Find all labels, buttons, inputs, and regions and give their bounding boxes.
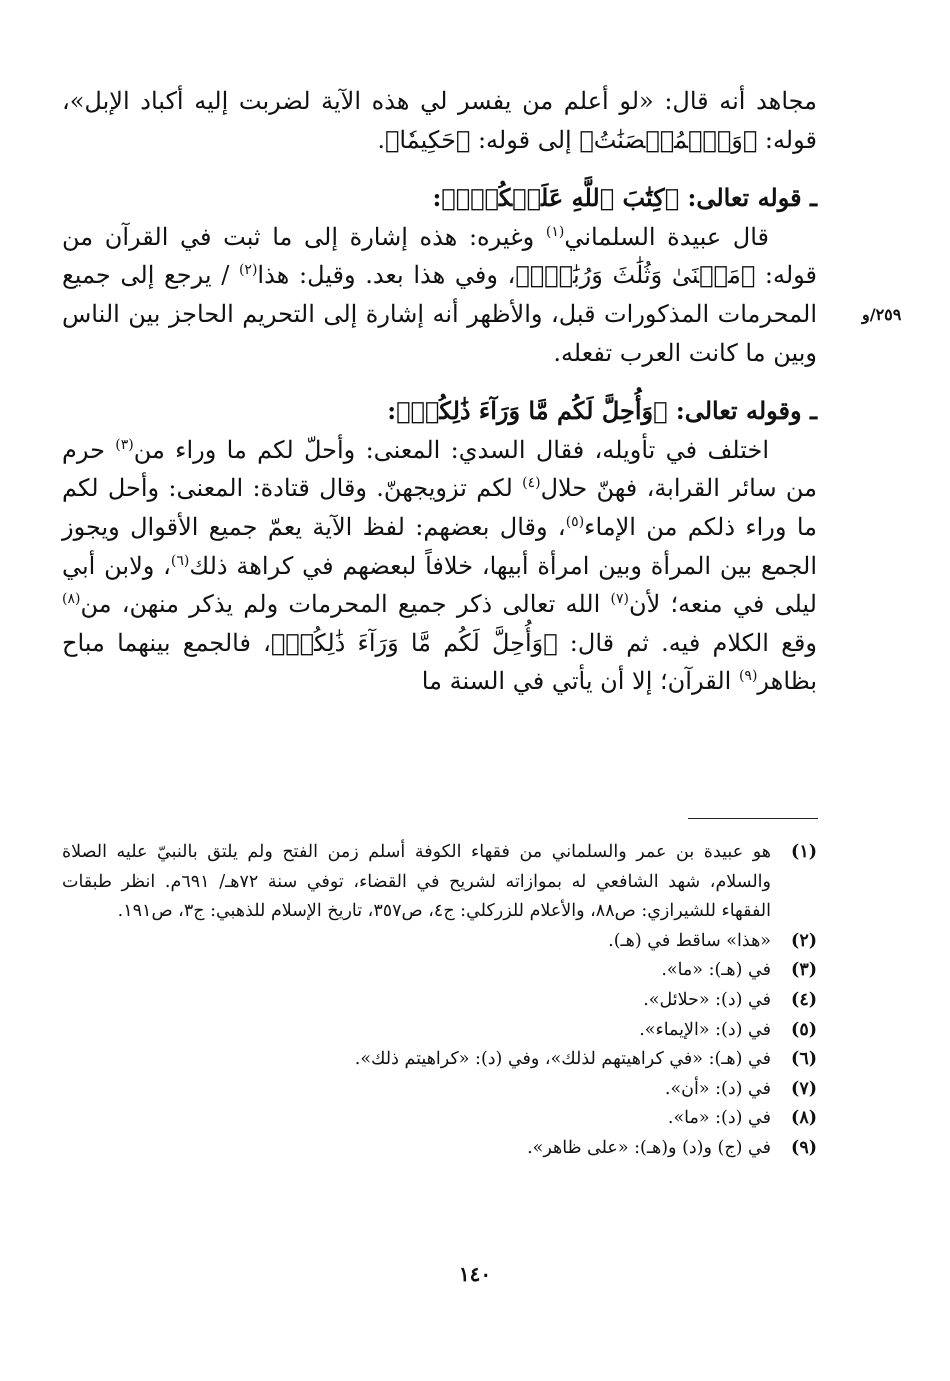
commentary-paragraph-1 [62, 218, 817, 372]
footnote-number: (١) [791, 842, 817, 862]
text-run: ، ولابن أبي ليلى في منعه؛ لأن [62, 551, 817, 619]
footnote-item [62, 986, 817, 1016]
text-run: قال عبيدة السلماني [564, 222, 769, 251]
paragraph-gap [62, 159, 817, 179]
footnote-ref-1: (١) [545, 223, 565, 240]
text-run: ، وقال بعضهم: لفظ الآية يعمّ جميع الأقوال ويجوز الجمع بين المرأة وبين امرأة أبيها، خلافاً لبعضهم في كراهة ذلك [62, 512, 817, 580]
footnote-number: (٣) [791, 960, 817, 981]
footnote-ref-4: (٤) [522, 475, 541, 492]
footnote-separator [688, 818, 818, 819]
manuscript-folio-marker: ٢٥٩/و [862, 305, 902, 324]
footnote-ref-6: (٦) [170, 552, 190, 569]
section-heading-2: ـ وقوله تعالى: ﴿وَأُحِلَّ لَكُم مَّا وَرَآءَ ذَٰلِكُمۡ﴾: [387, 396, 817, 426]
footnote-item [62, 1016, 817, 1046]
footnote-text: «هذا» ساقط في (هـ). [608, 930, 771, 951]
footnote-item [62, 956, 817, 986]
text-run: القرآن؛ إلا أن يأتي في السنة ما [421, 667, 739, 696]
paragraph-gap [62, 372, 817, 392]
footnote-text: في (د): «الإيماء». [639, 1019, 771, 1040]
footnote-text: في (د): «أن». [664, 1078, 771, 1099]
footnote-number: (٤) [791, 989, 817, 1010]
footnote-item [62, 1075, 817, 1105]
footnote-text: في (د): «ما». [667, 1108, 771, 1129]
text-run: حرم من سائر القرابة، فهنّ حلال [62, 435, 817, 503]
footnote-item [62, 1104, 817, 1134]
footnotes [62, 838, 817, 1164]
text-run: / يرجع إلى جميع المحرمات المذكورات قبل، والأظهر أنه إشارة إلى التحريم الحاجز بين الناس وبين ما كانت العرب تفعله. [62, 261, 817, 367]
section-heading-1: ـ قوله تعالى: ﴿كِتَٰبَ ٱللَّهِ عَلَيۡكُمۡۚ﴾: [432, 183, 817, 213]
intro-paragraph: مجاهد أنه قال: «لو أعلم من يفسر لي هذه الآية لضربت إليه أكباد الإبل»، قوله: ﴿وَٱلۡمُحۡصَنَٰتُ﴾ إلى قوله: ﴿حَكِيمٗا﴾. [62, 87, 817, 154]
footnote-ref-9: (٩) [738, 668, 758, 685]
text-run: اختلف في تأويله، فقال السدي: المعنى: وأحلّ لكم ما وراء من [133, 435, 769, 464]
footnote-ref-5: (٥) [565, 513, 585, 530]
text-run: لكم تزويجهنّ. وقال قتادة: المعنى: وأحل لكم ما وراء ذلكم من الإماء [62, 474, 817, 541]
text-run: وغيره: هذه إشارة إلى ما ثبت في القرآن من قوله: ﴿مَثۡنَىٰ وَثُلَٰثَ وَرُبَٰعَۖ﴾، وفي هذا بعد. وقيل: هذا [62, 222, 818, 290]
commentary-paragraph-2 [62, 431, 817, 701]
footnote-number: (٦) [791, 1049, 817, 1070]
footnote-text: في (ج) و(د) و(هـ): «على ظاهر». [527, 1137, 771, 1158]
text-run: الله تعالى ذكر جميع المحرمات ولم يذكر منهن، من [80, 590, 611, 619]
footnote-text: في (هـ): «في كراهيتهم لذلك»، وفي (د): «كراهيتم ذلك». [354, 1049, 771, 1070]
footnote-number: (٧) [791, 1078, 817, 1099]
footnote-text: في (د): «حلائل». [643, 989, 771, 1010]
footnote-item [62, 1134, 817, 1164]
footnote-ref-7: (٧) [610, 591, 629, 608]
main-text [62, 82, 817, 701]
page-number: ١٤٠ [458, 1262, 492, 1286]
footnote-text: في (هـ): «ما». [661, 960, 771, 981]
footnote-number: (٨) [791, 1108, 817, 1129]
footnote-item [62, 927, 817, 957]
footnote-number: (٥) [791, 1019, 817, 1040]
footnote-item [62, 838, 817, 927]
footnote-item [62, 1045, 817, 1075]
footnote-ref-3: (٣) [115, 436, 134, 453]
footnote-number: (٢) [791, 930, 817, 951]
text-run: وقع الكلام فيه. ثم قال: ﴿وَأُحِلَّ لَكُم مَّا وَرَآءَ ذَٰلِكُمۡ﴾، فالجمع بينهما مباح بظاهر [62, 628, 817, 696]
footnote-number: (٩) [791, 1137, 817, 1158]
footnote-ref-8: (٨) [62, 591, 81, 608]
footnote-ref-2: (٢) [238, 262, 258, 279]
footnote-text: هو عبيدة بن عمر والسلماني من فقهاء الكوفة أسلم زمن الفتح ولم يلتق بالنبيّ عليه الصلاة والسلام، شهد الشافعي له بموازاته لشريح في القضاء، توفي سنة ٧٢هـ/ ٦٩١م. انظر طبقات الفقهاء للشيرازي: ص٨٨، والأعلام للزركلي: ج٤، ص٣٥٧، تاريخ الإسلام للذهبي: ج٣، ص١٩١. [62, 842, 771, 922]
